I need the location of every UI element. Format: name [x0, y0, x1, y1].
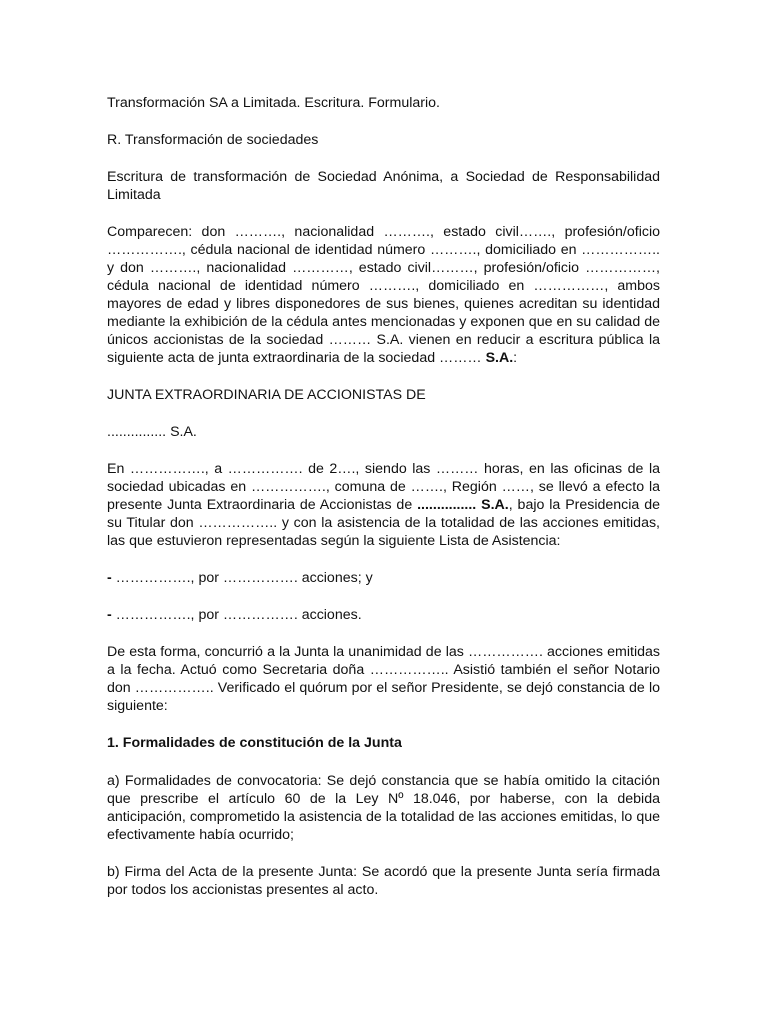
- attendance-dash: -: [107, 607, 112, 623]
- comparecen-text: Comparecen: don ………., nacionalidad ………., estado civil……., profesión/oficio ……………., cédula nacional de identidad número ………., domiciliado en …………….. y don ………., nacionalidad …………, estado civil………, profesión/oficio ……………, cédula nacional de identidad número ………., domiciliado en ……………, ambos mayores de edad y libres disponedores de sus bienes, quienes acreditan su identidad mediante la exhibición de la cédula antes mencionadas y exponen que en su calidad de únicos accionistas de la sociedad ……… S.A. vienen en reducir a escritura pública la siguiente acta de junta extraordinaria de la sociedad ………: [107, 224, 660, 366]
- item-b-paragraph: b) Firma del Acta de la presente Junta: Se acordó que la presente Junta sería firmada por todos los accionistas presentes al acto.: [107, 864, 660, 898]
- section1-heading: 1. Formalidades de constitución de la Junta: [107, 735, 402, 751]
- en-bold-sa: ............... S.A.: [417, 497, 509, 513]
- comparecen-end: :: [513, 350, 518, 366]
- attendance-item: [107, 606, 660, 624]
- document-category: R. Transformación de sociedades: [107, 132, 319, 148]
- en-text-1: En ……………., a ……………. de 2…., siendo las ……… horas, en las oficinas de la sociedad ubicadas en ……………., comuna de ……., Región ……, se llevó a efecto la presente Junta Extraordinaria de Accionistas de: [107, 461, 660, 513]
- junta-heading: JUNTA EXTRAORDINARIA DE ACCIONISTAS DE: [107, 387, 426, 403]
- attendance-text: ……………., por ……………. acciones; y: [111, 570, 373, 586]
- en-paragraph: [107, 460, 660, 550]
- document-title: Transformación SA a Limitada. Escritura. Formulario.: [107, 95, 440, 111]
- comparecen-paragraph: [107, 223, 660, 367]
- forma-paragraph: De esta forma, concurrió a la Junta la unanimidad de las ……………. acciones emitidas a la fecha. Actuó como Secretaria doña …………….. Asistió también el señor Notario don …………….. Verificado el quórum por el señor Presidente, se dejó constancia de lo siguiente:: [107, 644, 660, 714]
- attendance-dash: -: [107, 570, 112, 586]
- attendance-text: ……………., por ……………. acciones.: [111, 607, 362, 623]
- comparecen-bold-sa: S.A.: [485, 350, 514, 366]
- document-subtitle: Escritura de transformación de Sociedad Anónima, a Sociedad de Responsabilidad Limitada: [107, 169, 660, 203]
- item-a-paragraph: a) Formalidades de convocatoria: Se dejó constancia que se había omitido la citación que prescribe el artículo 60 de la Ley Nº 18.046, por haberse, con la debida anticipación, comprometido la asistencia de la totalidad de las acciones emitidas, lo que efectivamente había ocurrido;: [107, 773, 660, 843]
- attendance-item: [107, 569, 660, 587]
- en-text-2: , bajo la Presidencia de su Titular don …………….. y con la asistencia de la totalidad de las acciones emitidas, las que estuvieron representadas según la siguiente Lista de Asistencia:: [107, 497, 660, 549]
- document-page: [107, 94, 660, 918]
- sa-line: ............... S.A.: [107, 424, 197, 440]
